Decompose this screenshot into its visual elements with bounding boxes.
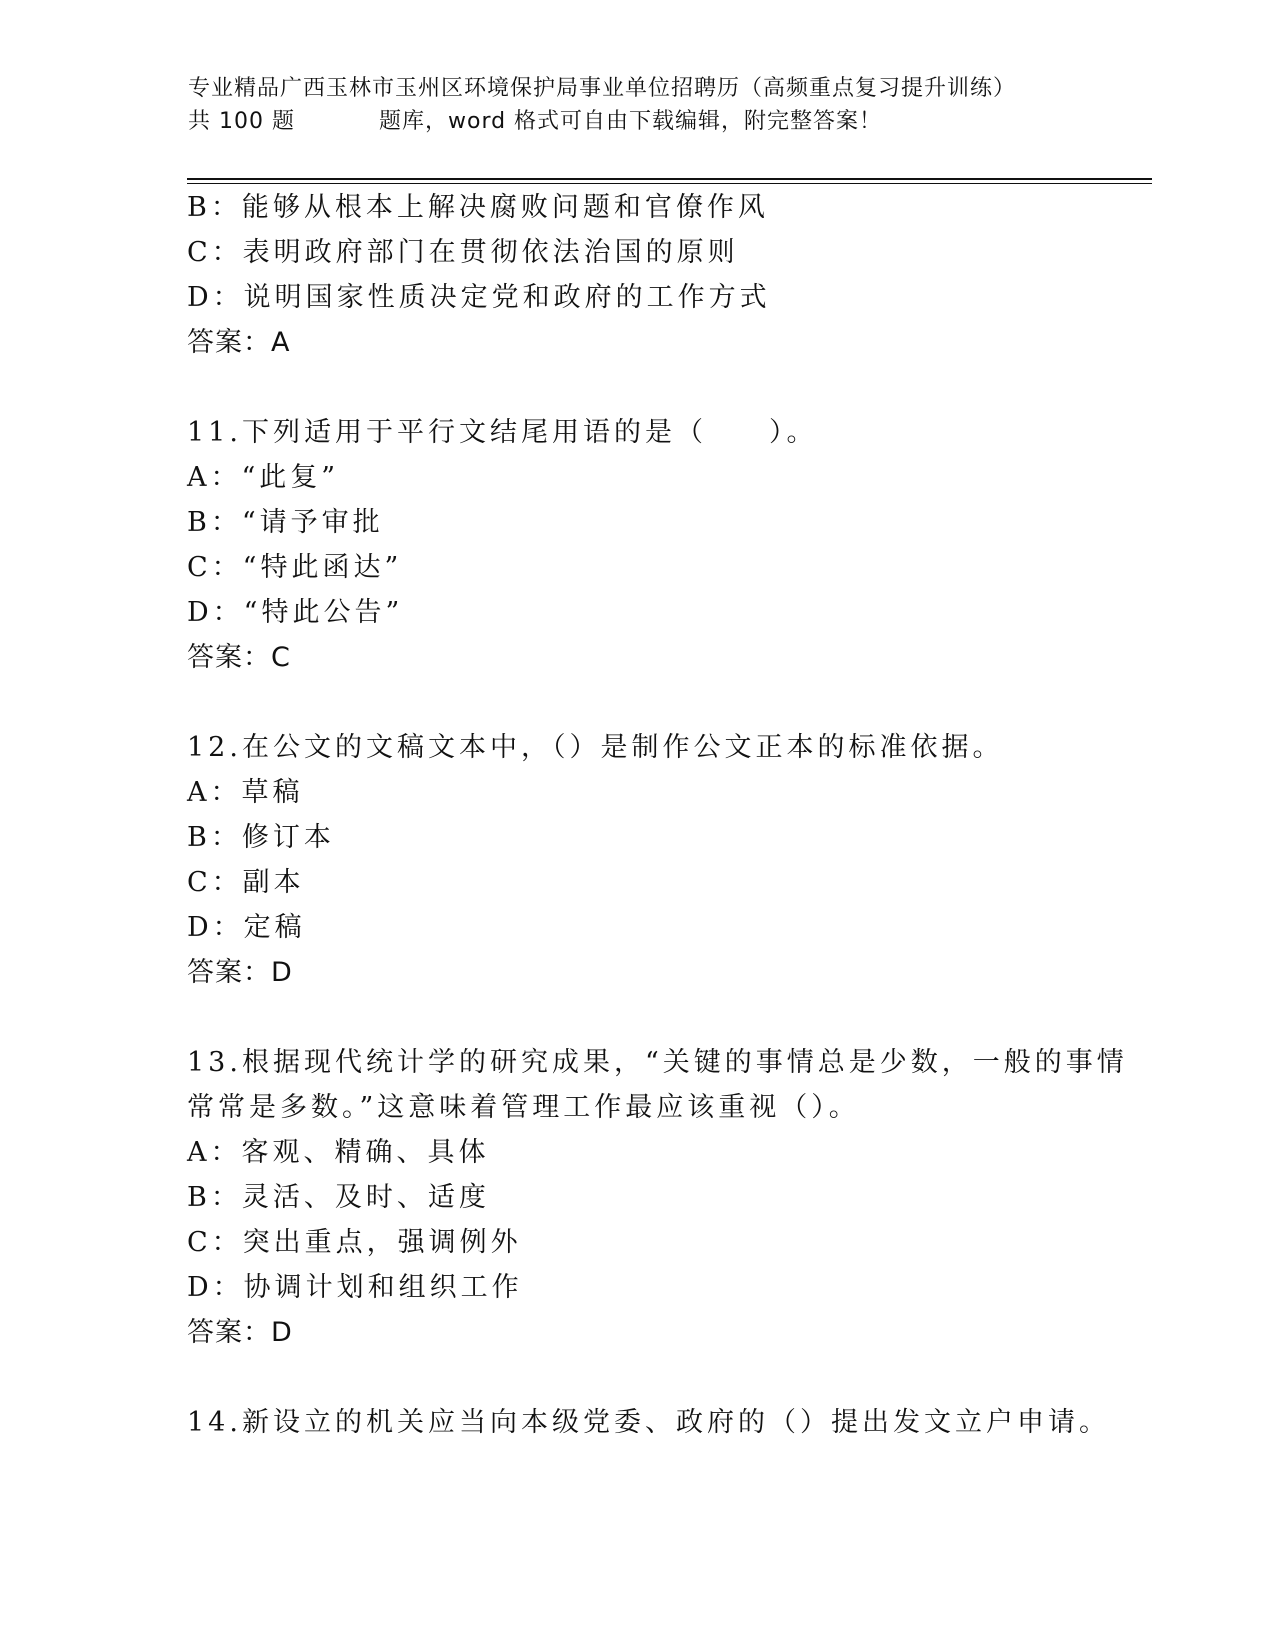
header-divider: [187, 178, 1152, 180]
option-c: C：“特此函达”: [187, 552, 403, 583]
option-c: C：表明政府部门在贯彻依法治国的原则: [187, 237, 739, 268]
answer: 答案：C: [187, 642, 291, 673]
option-a: A：“此复”: [187, 462, 340, 493]
document-header: [188, 72, 1148, 138]
header-title: 专业精品广西玉林市玉州区环境保护局事业单位招聘历（高频重点复习提升训练）: [188, 76, 1017, 101]
answer: 答案：A: [187, 327, 291, 358]
option-b: B：能够从根本上解决腐败问题和官僚作风: [187, 192, 769, 223]
answer: 答案：D: [187, 957, 293, 988]
option-a: A：客观、精确、具体: [187, 1137, 490, 1168]
option-a: A：草稿: [187, 777, 304, 808]
option-b: B：“请予审批: [187, 507, 384, 538]
header-divider-thin: [187, 183, 1152, 184]
header-description: 题库，word 格式可自由下载编辑，附完整答案！: [378, 109, 883, 134]
question-stem: 13.根据现代统计学的研究成果，“关键的事情总是少数，一般的事情: [187, 1047, 1128, 1078]
option-d: D：“特此公告”: [187, 597, 404, 628]
header-question-count: 共 100 题: [188, 109, 295, 134]
option-d: D：定稿: [187, 912, 306, 943]
option-b: B：修订本: [187, 822, 335, 853]
option-b: B：灵活、及时、适度: [187, 1182, 490, 1213]
option-c: C：突出重点，强调例外: [187, 1227, 522, 1258]
question-stem: 14.新设立的机关应当向本级党委、政府的（）提出发文立户申请。: [187, 1407, 1110, 1438]
answer: 答案：D: [187, 1317, 293, 1348]
question-stem: 11.下列适用于平行文结尾用语的是（ ）。: [187, 417, 818, 448]
question-stem-continued: 常常是多数。”这意味着管理工作最应该重视（）。: [187, 1092, 860, 1123]
option-d: D：协调计划和组织工作: [187, 1272, 523, 1303]
question-stem: 12.在公文的文稿文本中，（）是制作公文正本的标准依据。: [187, 732, 1004, 763]
option-c: C：副本: [187, 867, 305, 898]
header-subtitle: [188, 105, 1148, 138]
option-d: D：说明国家性质决定党和政府的工作方式: [187, 282, 771, 313]
